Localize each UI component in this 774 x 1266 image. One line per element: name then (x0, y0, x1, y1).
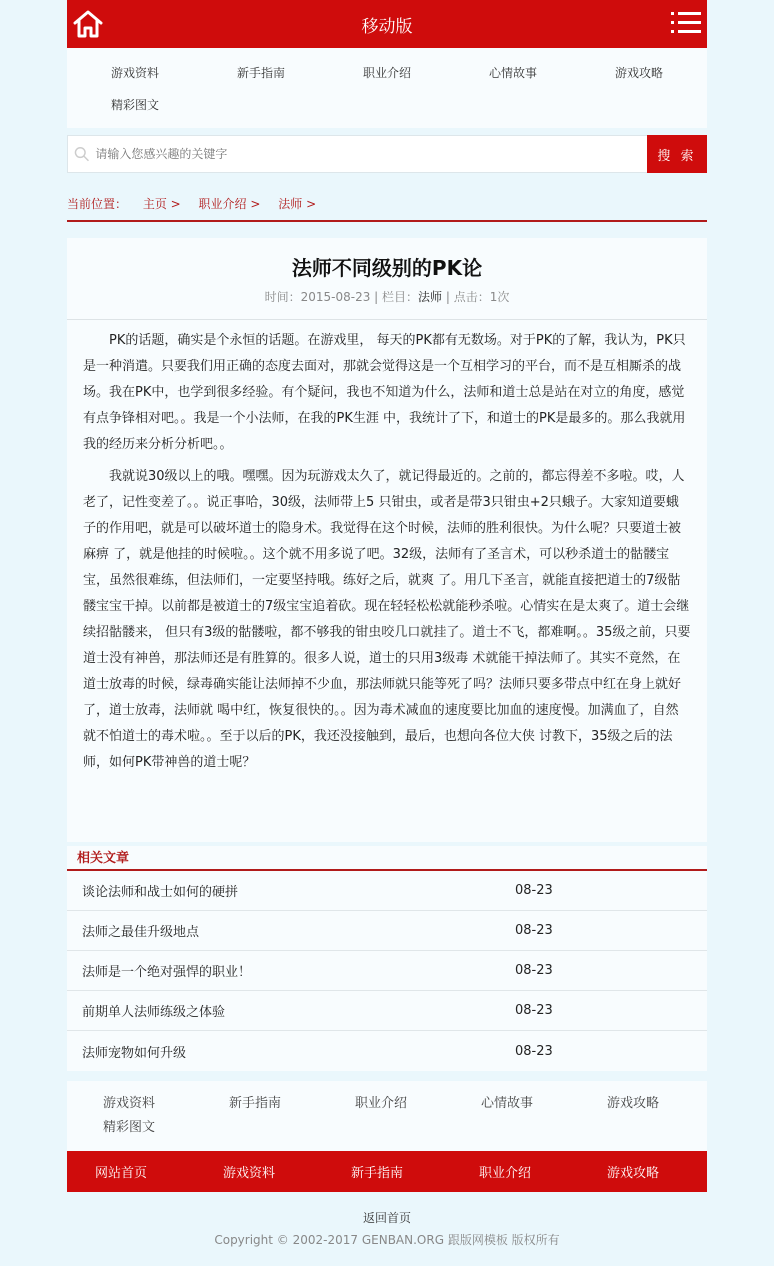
related-articles (67, 846, 707, 1071)
list-item[interactable] (67, 911, 707, 951)
breadcrumb-link[interactable]: 法师 > (278, 197, 317, 211)
related-date: 08-23 (515, 883, 553, 898)
footer (67, 1207, 707, 1251)
meta-category[interactable]: 法师 (418, 290, 443, 304)
related-date: 08-23 (515, 923, 553, 938)
related-date: 08-23 (515, 963, 553, 978)
footer-nav-item[interactable]: 网站首页 (94, 1166, 147, 1181)
nav-item[interactable]: 职业介绍 (363, 66, 412, 80)
search-field (67, 135, 647, 173)
bottom-nav (67, 1081, 707, 1151)
nav-item[interactable]: 新手指南 (229, 1096, 282, 1111)
breadcrumb (67, 190, 707, 222)
list-item[interactable] (67, 951, 707, 991)
related-date: 08-23 (515, 1043, 553, 1059)
article (67, 238, 707, 842)
article-paragraph: 我就说30级以上的哦。嘿嘿。因为玩游戏太久了，就记得最近的。之前的，都忘得差不多啦。哎，人老了，记性变差了。。说正事哈，30级，法师带上5 只钳虫，或者是带3只钳虫+2只蛾子。大家知道要蛾子的作用吧，就是可以破坏道士的隐身术。我觉得在这个时候，法师的胜利很快。为什么呢？只要道士被麻痹 了，就是他挂的时候啦。。这个就不用多说了吧。32级，法师有了圣言术，可以秒杀道士的骷髅宝宝，虽然很难练，但法师们，一定要坚持哦。练好之后，就爽 了。用几下圣言，就能直接把道士的7级骷髅宝宝干掉。以前都是被道士的7级宝宝追着砍。现在轻轻松松就能秒杀啦。心情实在是太爽了。道士会继续招骷髅来， 但只有3级的骷髅啦，都不够我的钳虫咬几口就挂了。道士不飞，都难啊。。35级之前，只要道士没有神兽，那法师还是有胜算的。很多人说，道士的只用3级毒 术就能干掉法师了。其实不竟然，在道士放毒的时候，绿毒确实能让法师掉不少血，那法师就只能等死了吗？法师只要多带点中红在身上就好了，道士放毒，法师就 喝中红，恢复很快的。。因为毒术减血的速度要比加血的速度慢。加满血了，自然就不怕道士的毒术啦。。至于以后的PK，我还没接触到，最后，也想向各位大侠 讨教下，35级之后的法师，如何PK带神兽的道士呢？ (83, 469, 691, 770)
nav-item[interactable]: 精彩图文 (111, 98, 160, 112)
list-item[interactable] (67, 991, 707, 1031)
meta-time: 时间：2015-08-23 | 栏目： (264, 290, 419, 304)
header-bar (67, 0, 707, 48)
footer-nav-item[interactable]: 游戏资料 (222, 1166, 275, 1181)
breadcrumb-label: 当前位置： (67, 197, 128, 211)
footer-nav-item[interactable]: 职业介绍 (478, 1166, 531, 1181)
related-title[interactable]: 前期单人法师练级之体验 (82, 1005, 226, 1020)
article-paragraph: PK的话题，确实是个永恒的话题。在游戏里， 每天的PK都有无数场。对于PK的了解，我认为，PK只是一种消遣。只要我们用正确的态度去面对，那就会觉得这是一个互相学习的平台，而不是互相厮杀的战 场。我在PK中，也学到很多经验。有个疑问，我也不知道为什么，法师和道士总是站在对立的角度，感觉有点争锋相对吧。。我是一个小法师，在我的PK生涯 中，我统计了下，和道士的PK是最多的。那么我就用我的经历来分析分析吧。。 (83, 333, 686, 452)
list-item[interactable] (67, 1031, 707, 1071)
related-date: 08-23 (515, 1003, 553, 1018)
nav-item[interactable]: 精彩图文 (103, 1120, 156, 1135)
footer-nav-item[interactable]: 游戏攻略 (606, 1166, 659, 1181)
related-title[interactable]: 谈论法师和战士如何的硬拼 (82, 885, 239, 900)
meta-clicks: | 点击：1次 (442, 290, 510, 304)
top-nav (67, 48, 707, 128)
nav-item[interactable]: 游戏资料 (103, 1096, 156, 1111)
search-button[interactable]: 搜 索 (647, 135, 707, 173)
menu-list-icon[interactable] (671, 10, 701, 36)
back-home-link[interactable]: 返回首页 (362, 1211, 411, 1225)
related-title[interactable]: 法师宠物如何升级 (82, 1045, 187, 1061)
search-input[interactable] (95, 147, 647, 161)
breadcrumb-link[interactable]: 主页 > (142, 197, 181, 211)
nav-item[interactable]: 游戏资料 (111, 66, 160, 80)
list-item[interactable] (67, 871, 707, 911)
article-title: 法师不同级别的PK论 (291, 256, 483, 280)
search-icon (74, 146, 89, 162)
footer-red-nav (67, 1151, 707, 1192)
related-title[interactable]: 法师之最佳升级地点 (82, 925, 200, 940)
home-icon[interactable] (71, 8, 105, 40)
breadcrumb-link[interactable]: 职业介绍 > (198, 197, 261, 211)
copyright: Copyright © 2002-2017 GENBAN.ORG 跟版网模板 版权所有 (214, 1233, 560, 1247)
page-header-title: 移动版 (361, 16, 413, 37)
footer-nav-item[interactable]: 新手指南 (350, 1166, 403, 1181)
search-bar (67, 135, 707, 173)
nav-item[interactable]: 游戏攻略 (615, 66, 664, 80)
nav-item[interactable]: 职业介绍 (355, 1096, 408, 1111)
nav-item[interactable]: 游戏攻略 (607, 1096, 660, 1111)
related-title[interactable]: 法师是一个绝对强悍的职业！ (82, 965, 252, 980)
nav-item[interactable]: 心情故事 (481, 1096, 534, 1111)
article-meta (67, 284, 707, 320)
related-heading: 相关文章 (67, 846, 707, 871)
nav-item[interactable]: 心情故事 (489, 66, 538, 80)
nav-item[interactable]: 新手指南 (237, 66, 286, 80)
article-body (67, 320, 707, 776)
